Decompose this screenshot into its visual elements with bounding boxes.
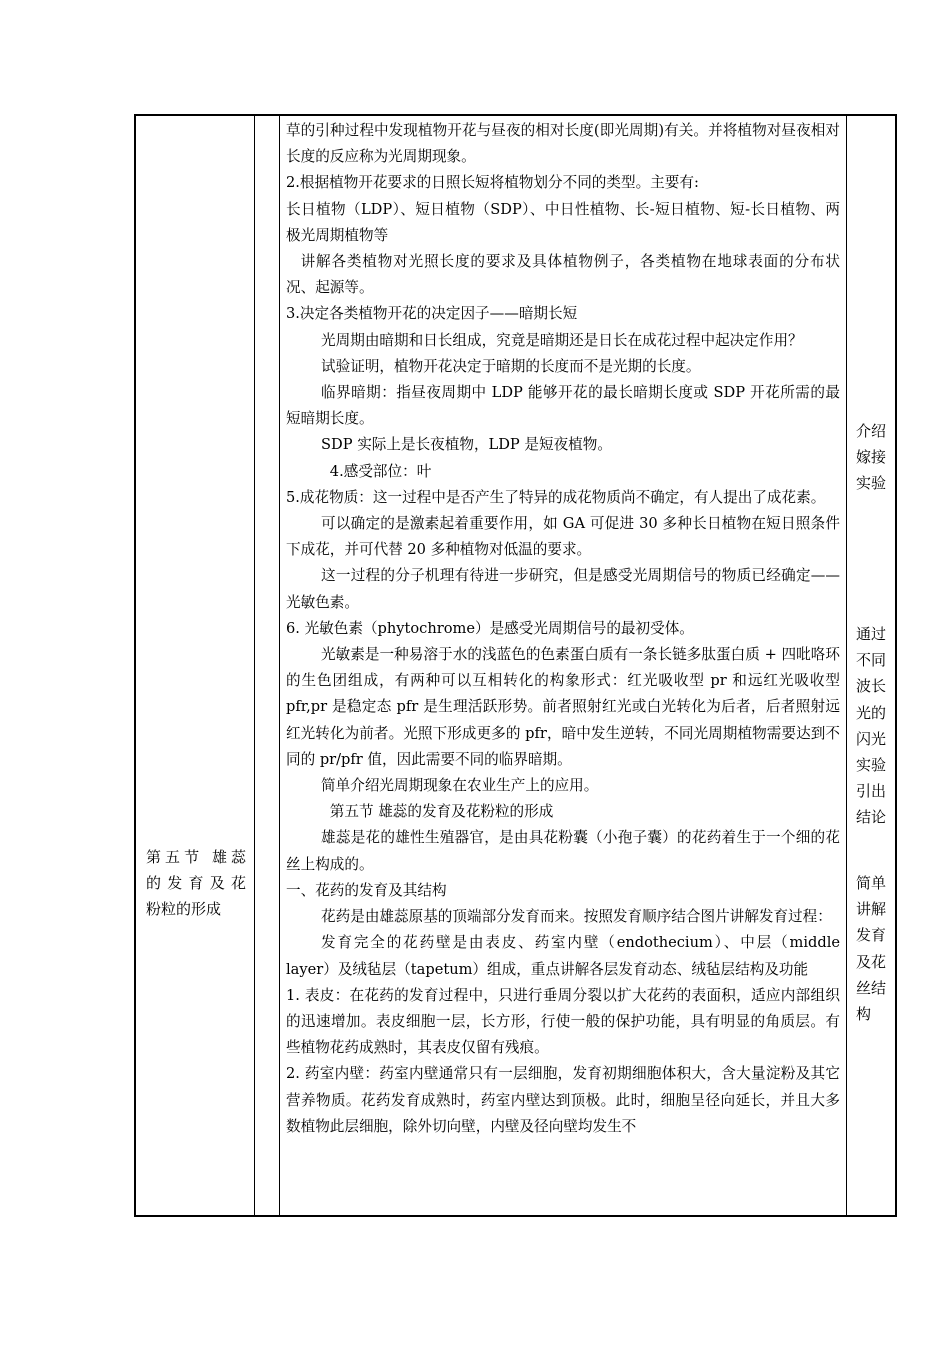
paragraph: 讲解各类植物对光照长度的要求及具体植物例子，各类植物在地球表面的分布状况、起源等。 [286,253,840,297]
column-divider [279,116,280,1215]
paragraph: 光敏素是一种易溶于水的浅蓝色的色素蛋白质有一条长链多肽蛋白质 + 四吡咯环的生色团组成，有两种可以互相转化的构象形式：红光吸收型 pr 和远红光吸收型 pfr,pr 是稳定态 pfr 是生理活跃形势。前者照射红光或白光转化为后者，后者照射远红光转化为前者。光照下形成更多的 pfr，暗中发生逆转，不同光周期植物需要达到不同的 pr/pfr 值，因此需要不同的临界暗期。 [286,646,840,768]
paragraph: 光周期由暗期和日长组成，究竟是暗期还是日长在成花过程中起决定作用？ [321,331,803,349]
paragraph: 5.成花物质：这一过程中是否产生了特异的成花物质尚不确定，有人提出了成花素。 [286,488,826,506]
note-line: 不同 [856,651,887,670]
paragraph: 发育完全的花药壁是由表皮、药室内壁（endothecium）、中层（middle layer）及绒毡层（tapetum）组成，重点讲解各层发育动态、绒毡层结构及功能 [286,934,840,978]
note-line: 引出 [856,782,887,801]
lesson-table [134,114,897,1217]
paragraph: 2. 药室内壁：药室内壁通常只有一层细胞，发育初期细胞体积大，含大量淀粉及其它营养物质。花药发育成熟时，药室内壁达到顶极。此时，细胞呈径向延长，并且大多数植物此层细胞，除外切向壁，内壁及径向壁均发生不 [286,1065,840,1135]
paragraph: 草的引种过程中发现植物开花与昼夜的相对长度(即光周期)有关。并将植物对昼夜相对长度的反应称为光周期现象。 [286,122,840,166]
note-line: 丝结 [856,978,887,997]
paragraph: 试验证明，植物开花决定于暗期的长度而不是光期的长度。 [321,357,701,375]
note-line: 结论 [856,808,887,827]
paragraph: 4.感受部位：叶 [329,462,432,480]
paragraph: 1. 表皮：在花药的发育过程中，只进行垂周分裂以扩大花药的表面积，适应内部组织的迅速增加。表皮细胞一层，长方形，行使一般的保护功能，具有明显的角质层。有些植物花药成熟时，其表皮仅留有残痕。 [286,986,840,1057]
note-line: 发育 [856,926,887,945]
paragraph: 6. 光敏色素（phytochrome）是感受光周期信号的最初受体。 [286,619,694,637]
note-line: 实验 [856,756,887,775]
note-line: 光的 [856,703,887,722]
note-line: 构 [856,1005,872,1024]
section-title-line: 第五节 雄蕊 [146,848,246,866]
column-divider [846,116,847,1215]
teaching-note [856,418,892,497]
note-line: 介绍 [856,422,887,440]
section-title-line: 粉粒的形成 [146,900,222,918]
section-title-line: 的发育及花 [146,874,246,892]
note-line: 及花 [856,952,887,971]
note-line: 波长 [856,677,887,696]
paragraph: 一、花药的发育及其结构 [286,881,447,899]
teaching-note [856,621,892,831]
paragraph: 2.根据植物开花要求的日照长短将植物划分不同的类型。主要有: [286,174,699,192]
paragraph: 简单介绍光周期现象在农业生产上的应用。 [321,777,599,795]
lesson-content [286,118,840,1140]
paragraph: 长日植物（LDP）、短日植物（SDP）、中日性植物、长-短日植物、短-长日植物、两极光周期植物等 [286,200,840,244]
teaching-note [856,870,892,1027]
note-line: 讲解 [856,900,887,919]
paragraph: 这一过程的分子机理有待进一步研究，但是感受光周期信号的物质已经确定——光敏色素。 [286,567,840,611]
paragraph: 第五节 雄蕊的发育及花粉粒的形成 [329,803,554,821]
note-line: 嫁接 [856,448,887,467]
paragraph: 雄蕊是花的雄性生殖器官，是由具花粉囊（小孢子囊）的花药着生于一个细的花丝上构成的。 [286,829,840,873]
note-line: 闪光 [856,729,887,748]
section-title-cell [146,844,246,922]
note-line: 简单 [856,874,887,892]
note-line: 通过 [856,625,887,643]
paragraph: 临界暗期：指昼夜周期中 LDP 能够开花的最长暗期长度或 SDP 开花所需的最短暗期长度。 [286,384,840,428]
note-line: 实验 [856,474,887,493]
paragraph: SDP 实际上是长夜植物，LDP 是短夜植物。 [321,436,612,454]
paragraph: 花药是由雄蕊原基的顶端部分发育而来。按照发育顺序结合图片讲解发育过程： [321,908,832,926]
paragraph: 3.决定各类植物开花的决定因子——暗期长短 [286,305,578,323]
column-divider [254,116,255,1215]
paragraph: 可以确定的是激素起着重要作用，如 GA 可促进 30 多种长日植物在短日照条件下成花，并可代替 20 多种植物对低温的要求。 [286,515,840,559]
